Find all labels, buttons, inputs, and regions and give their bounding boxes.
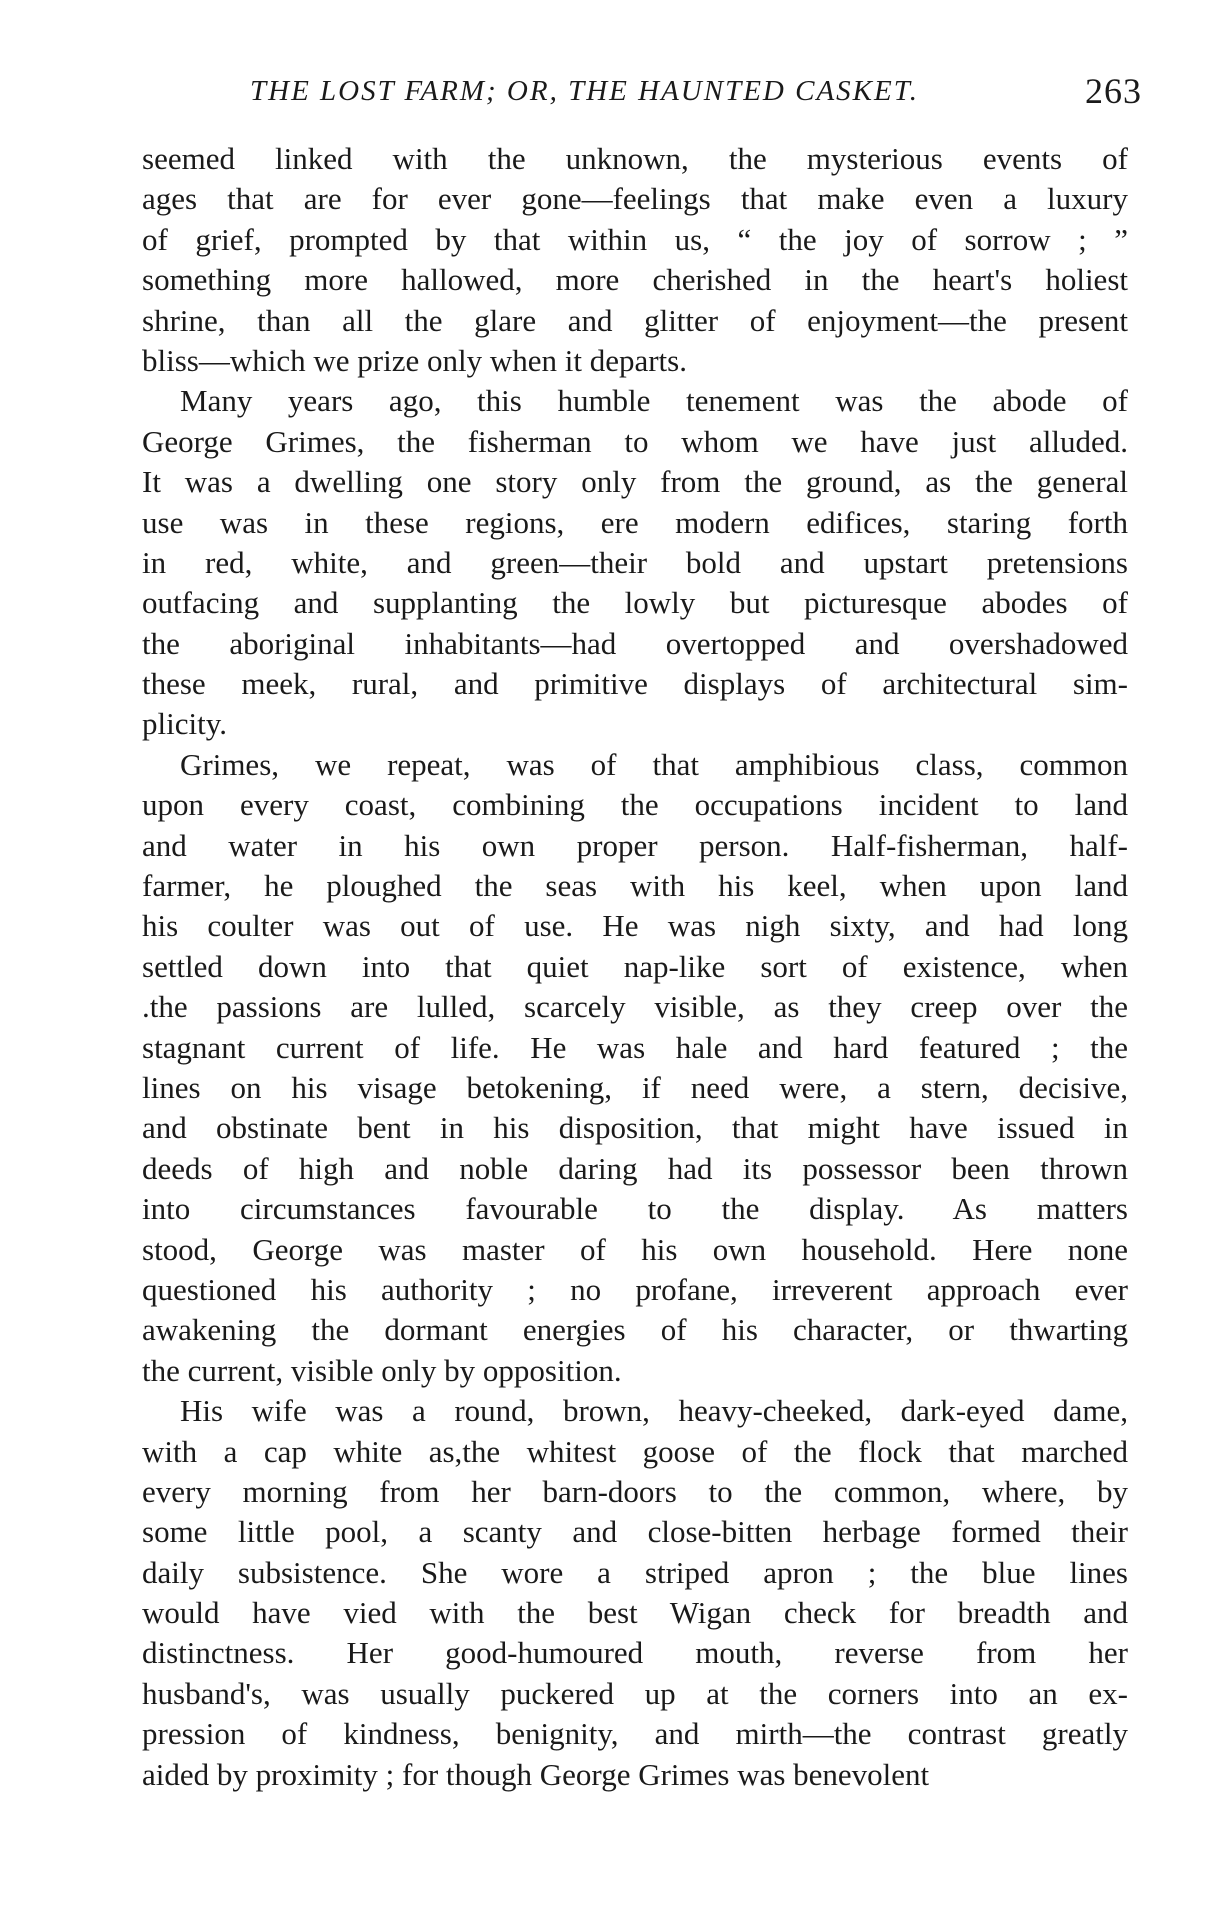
text-line: farmer, he ploughed the seas with his keel, when upon land bbox=[142, 868, 1128, 904]
text-line: aided by proximity ; for though George Grimes was benevolent bbox=[142, 1756, 930, 1792]
text-line: pression of kindness, benignity, and mirth—the contrast greatly bbox=[142, 1716, 1128, 1752]
running-head bbox=[250, 68, 1142, 114]
text-line: some little pool, a scanty and close-bitten herbage formed their bbox=[142, 1514, 1128, 1550]
text-line: the aboriginal inhabitants—had overtopped and overshadowed bbox=[142, 625, 1128, 661]
text-line: husband's, was usually puckered up at the corners into an ex- bbox=[142, 1675, 1128, 1711]
paragraph bbox=[142, 1391, 1128, 1795]
text-line: His wife was a round, brown, heavy-cheeked, dark-eyed dame, bbox=[180, 1393, 1128, 1429]
text-line: settled down into that quiet nap-like sort of existence, when bbox=[142, 948, 1128, 984]
text-line: the current, visible only by opposition. bbox=[142, 1352, 622, 1388]
text-line: deeds of high and noble daring had its possessor been thrown bbox=[142, 1150, 1128, 1186]
text-line: lines on his visage betokening, if need were, a stern, decisive, bbox=[142, 1069, 1128, 1105]
text-line: outfacing and supplanting the lowly but picturesque abodes of bbox=[142, 585, 1128, 621]
text-line: questioned his authority ; no profane, irreverent approach ever bbox=[142, 1271, 1128, 1307]
paragraph bbox=[142, 139, 1128, 381]
text-line: ages that are for ever gone—feelings that make even a luxury bbox=[142, 181, 1128, 217]
text-line: .the passions are lulled, scarcely visible, as they creep over the bbox=[142, 989, 1128, 1025]
text-line: something more hallowed, more cherished in the heart's holiest bbox=[142, 262, 1128, 298]
text-line: stood, George was master of his own household. Here none bbox=[142, 1231, 1128, 1267]
text-line: of grief, prompted by that within us, “ the joy of sorrow ; ” bbox=[142, 221, 1128, 257]
text-line: with a cap white as,the whitest goose of the flock that marched bbox=[142, 1433, 1128, 1469]
running-title: THE LOST FARM; OR, THE HAUNTED CASKET. bbox=[250, 75, 919, 107]
text-line: his coulter was out of use. He was nigh sixty, and had long bbox=[142, 908, 1128, 944]
text-line: daily subsistence. She wore a striped apron ; the blue lines bbox=[142, 1554, 1128, 1590]
text-line: and water in his own proper person. Half-fisherman, half- bbox=[142, 827, 1128, 863]
text-line: plicity. bbox=[142, 706, 227, 742]
page-number: 263 bbox=[1085, 71, 1142, 111]
text-line: seemed linked with the unknown, the mysterious events of bbox=[142, 141, 1128, 176]
text-line: stagnant current of life. He was hale and hard featured ; the bbox=[142, 1029, 1128, 1065]
text-line: these meek, rural, and primitive displays of architectural sim- bbox=[142, 666, 1128, 702]
text-line: shrine, than all the glare and glitter of enjoyment—the present bbox=[142, 302, 1128, 338]
text-line: upon every coast, combining the occupations incident to land bbox=[142, 787, 1128, 823]
text-line: Grimes, we repeat, was of that amphibious class, common bbox=[180, 746, 1128, 782]
text-line: and obstinate bent in his disposition, that might have issued in bbox=[142, 1110, 1128, 1146]
text-line: bliss—which we prize only when it departs. bbox=[142, 342, 687, 378]
text-line: It was a dwelling one story only from the ground, as the general bbox=[142, 464, 1128, 500]
text-line: distinctness. Her good-humoured mouth, reverse from her bbox=[142, 1635, 1128, 1671]
text-line: in red, white, and green—their bold and upstart pretensions bbox=[142, 544, 1128, 580]
text-line: every morning from her barn-doors to the common, where, by bbox=[142, 1473, 1128, 1509]
text-line: Many years ago, this humble tenement was the abode of bbox=[180, 383, 1128, 419]
text-line: into circumstances favourable to the display. As matters bbox=[142, 1191, 1128, 1227]
body-text bbox=[142, 139, 1128, 1795]
paragraph bbox=[142, 745, 1128, 1391]
text-line: awakening the dormant energies of his character, or thwarting bbox=[142, 1312, 1128, 1348]
text-line: would have vied with the best Wigan check for breadth and bbox=[142, 1595, 1128, 1631]
text-line: use was in these regions, ere modern edifices, staring forth bbox=[142, 504, 1128, 540]
paragraph bbox=[142, 381, 1128, 745]
text-line: George Grimes, the fisherman to whom we have just alluded. bbox=[142, 423, 1128, 459]
